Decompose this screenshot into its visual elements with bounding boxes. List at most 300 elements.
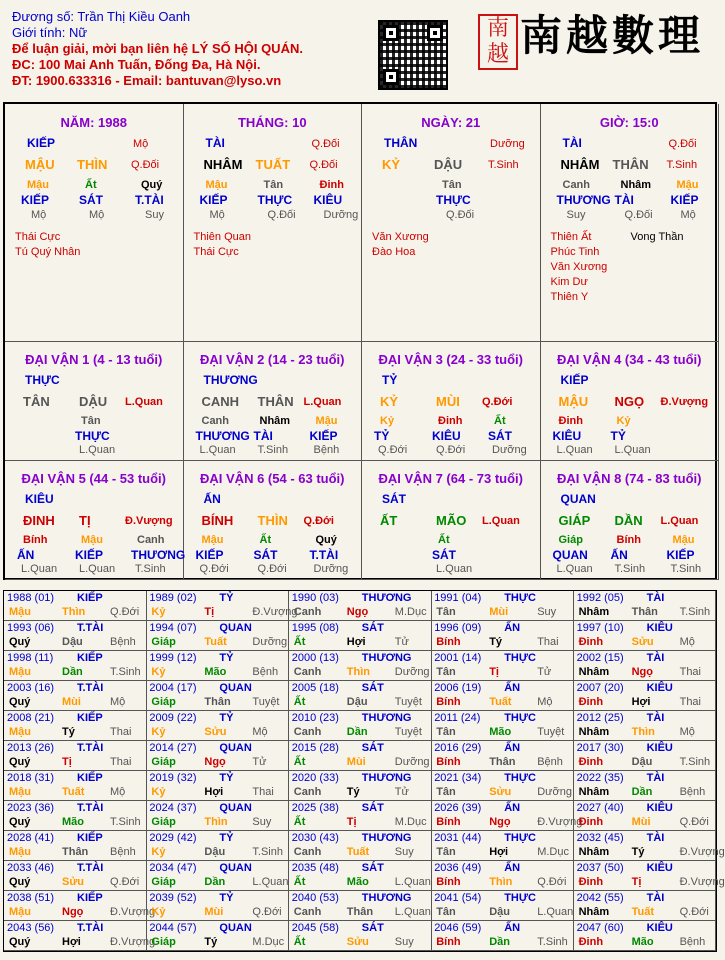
year-can: Bính [436, 876, 461, 888]
year-star: Dưỡng [252, 636, 288, 648]
year-label: 1997 (10) [576, 622, 624, 634]
hidden-can: Mậu [205, 179, 228, 191]
year-star: L.Quan [394, 876, 431, 888]
year-cell [146, 591, 298, 621]
auxiliary-star: Kim Dư [550, 276, 588, 288]
year-god: THỰC [504, 712, 536, 724]
pillars-grid [3, 102, 717, 580]
pillar-can-god: Q.Đối [309, 159, 338, 171]
year-star: T.Sinh [110, 666, 141, 678]
year-god: THỰC [504, 592, 536, 604]
year-cell [574, 651, 717, 681]
year-can: Đinh [578, 936, 604, 948]
year-can: Đinh [578, 816, 604, 828]
year-god: KIẾP [77, 892, 103, 904]
hidden-can: Nhâm [259, 415, 291, 427]
year-chi: Hợi [62, 936, 81, 948]
year-can: Mậu [9, 846, 31, 858]
dai-van-cell-3 [362, 342, 541, 461]
pillar-chi: TUẤT [255, 157, 291, 172]
dai-van-chi: TỊ [79, 513, 91, 528]
hidden-can: Mậu [201, 534, 224, 546]
year-label: 2029 (42) [149, 832, 197, 844]
year-god: TỶ [219, 832, 234, 844]
year-chi: Dần [204, 876, 226, 888]
dai-van-star: Q.Đới [303, 515, 334, 527]
year-star: Đ.Vượng [679, 876, 725, 888]
dai-van-title: ĐẠI VẬN 1 (4 - 13 tuổi) [25, 352, 163, 367]
hidden-god: THƯƠNG [556, 193, 611, 207]
hidden-god: KIẾP [670, 193, 699, 207]
hidden-god: QUAN [552, 548, 588, 562]
year-can: Quý [9, 936, 31, 948]
year-chi: Tý [204, 936, 218, 948]
pillar-can-god: Q.Đối [131, 159, 160, 171]
year-cell [4, 591, 147, 621]
year-star: Mộ [679, 726, 695, 738]
hidden-can: Canh [201, 415, 229, 427]
pillar-chi: THÂN [612, 157, 649, 172]
hidden-can: Mậu [27, 179, 49, 191]
auxiliary-star: Thái Cực [193, 246, 239, 258]
year-label: 2042 (55) [576, 892, 624, 904]
year-label: 2004 (17) [149, 682, 197, 694]
year-cell [574, 681, 717, 711]
year-label: 2020 (33) [291, 772, 339, 784]
year-cell [146, 861, 289, 891]
year-star: Thai [537, 636, 559, 648]
hidden-star: L.Quan [199, 444, 236, 456]
hidden-can: Mậu [672, 534, 695, 546]
year-can: Ất [293, 936, 306, 948]
year-label: 1993 (06) [7, 622, 55, 634]
year-cell [289, 741, 432, 771]
pillar-cell-3 [362, 104, 541, 342]
pillar-star: Q.Đối [311, 138, 340, 150]
year-god: TÀI [646, 892, 665, 904]
year-god: QUAN [219, 742, 252, 754]
year-can: Ất [293, 876, 306, 888]
hidden-god: THỰC [436, 193, 471, 207]
dai-van-cell-1 [5, 342, 184, 461]
auxiliary-star: Thái Cực [15, 231, 61, 243]
hidden-god: SÁT [432, 548, 456, 562]
year-chi: Hợi [489, 846, 509, 858]
year-label: 2032 (45) [576, 832, 624, 844]
hidden-can: Bính [23, 534, 48, 546]
year-cell [289, 891, 432, 921]
year-god: SÁT [361, 622, 384, 634]
year-god: KIẾP [77, 592, 103, 604]
header [12, 9, 303, 89]
contact-note: Để luận giải, mời bạn liên hệ LÝ SỐ HỘI QUÁN. [12, 41, 303, 56]
year-star: Q.Đới [110, 876, 140, 888]
year-label: 2001 (14) [434, 652, 482, 664]
hidden-can: Quý [315, 534, 337, 546]
year-label: 2041 (54) [434, 892, 482, 904]
hidden-can: Kỷ [616, 415, 631, 427]
phone-email: ĐT: 1900.633316 - Email: bantuvan@lyso.vn [12, 73, 282, 88]
year-chi: Tuất [631, 906, 654, 918]
year-cell [4, 681, 147, 711]
hidden-can: Đinh [558, 415, 583, 427]
dai-van-title: ĐẠI VẬN 6 (54 - 63 tuổi) [200, 471, 345, 486]
year-label: 1989 (02) [149, 592, 197, 604]
year-can: Ất [293, 756, 306, 768]
year-chi: Tị [62, 756, 72, 768]
year-cell [574, 921, 717, 951]
year-can: Bính [436, 756, 461, 768]
hidden-can: Ất [85, 179, 97, 191]
hidden-star: L.Quan [614, 444, 651, 456]
hidden-god: T.TÀI [309, 548, 339, 562]
year-chi: Thân [62, 846, 89, 858]
year-label: 1999 (12) [149, 652, 197, 664]
year-god: THỰC [504, 772, 536, 784]
year-god: QUAN [219, 682, 252, 694]
year-cell [146, 621, 289, 651]
year-cell [4, 651, 147, 681]
year-cell [146, 711, 289, 741]
yearly-table [3, 590, 725, 952]
year-can: Canh [293, 786, 322, 798]
year-god: ẤN [504, 922, 521, 934]
pillar-can-god: T.Sinh [666, 159, 698, 171]
auxiliary-star: Thiên Quan [193, 231, 251, 243]
year-can: Quý [9, 876, 31, 888]
pillar-title: NĂM: 1988 [60, 115, 127, 130]
pillar-title: THÁNG: 10 [237, 115, 307, 130]
year-star: Tử [394, 786, 409, 798]
year-star: Q.Đới [110, 606, 140, 618]
year-star: Mộ [110, 696, 126, 708]
year-cell [431, 741, 574, 771]
hidden-star: Suy [566, 209, 586, 221]
hidden-star: L.Quan [556, 563, 593, 575]
year-chi: Tuất [204, 636, 227, 648]
owner-label: Đương số: [12, 9, 75, 24]
year-god: KIẾP [77, 832, 103, 844]
year-can: Kỷ [151, 906, 166, 918]
year-label: 2021 (34) [434, 772, 482, 784]
hidden-star: L.Quan [79, 444, 116, 456]
year-chi: Hợi [346, 636, 366, 648]
year-god: THỰC [504, 652, 536, 664]
year-star: Đ.Vượng [110, 906, 156, 918]
year-cell [289, 591, 432, 621]
year-label: 1995 (08) [291, 622, 339, 634]
year-label: 2022 (35) [576, 772, 624, 784]
year-cell [574, 831, 725, 861]
hidden-can: Ất [494, 415, 506, 427]
dai-van-can: GIÁP [558, 513, 591, 528]
year-chi: Thân [631, 606, 658, 618]
year-star: Q.Đới [252, 906, 282, 918]
hidden-god: T.TÀI [135, 193, 164, 207]
year-star: Dưỡng [394, 666, 430, 678]
year-can: Nhâm [578, 666, 610, 678]
year-can: Kỷ [151, 786, 166, 798]
dai-van-title: ĐẠI VẬN 8 (74 - 83 tuổi) [557, 471, 702, 486]
year-god: KIẾP [77, 652, 103, 664]
year-can: Bính [436, 696, 461, 708]
year-cell [574, 741, 717, 771]
year-chi: Tuất [489, 696, 512, 708]
year-cell [289, 831, 432, 861]
year-star: Suy [394, 936, 414, 948]
year-can: Mậu [9, 666, 31, 678]
year-star: Mộ [679, 636, 695, 648]
year-chi: Thân [204, 696, 231, 708]
year-star: Tử [537, 666, 552, 678]
dai-van-title: ĐẠI VẬN 7 (64 - 73 tuổi) [378, 471, 523, 486]
year-label: 2002 (15) [576, 652, 624, 664]
hidden-god: SÁT [488, 429, 512, 443]
dai-van-god: THỰC [25, 373, 60, 387]
year-star: Thai [110, 756, 132, 768]
address: ĐC: 100 Mai Anh Tuấn, Đống Đa, Hà Nội. [12, 57, 261, 72]
hidden-star: T.Sinh [614, 563, 646, 575]
pillar-star: Q.Đối [668, 138, 697, 150]
year-cell [4, 711, 147, 741]
hidden-god: KIẾP [75, 548, 104, 562]
year-cell [431, 801, 583, 831]
year-label: 2034 (47) [149, 862, 197, 874]
owner-name: Trần Thị Kiều Oanh [77, 9, 191, 24]
dai-van-cell-8 [541, 461, 720, 580]
year-cell [431, 591, 574, 621]
dai-van-cell-5 [5, 461, 184, 580]
dai-van-god: THƯƠNG [203, 373, 258, 387]
year-god: KIÊU [646, 862, 673, 874]
year-cell [4, 891, 156, 921]
year-label: 2047 (60) [576, 922, 624, 934]
year-cell [289, 861, 432, 891]
hidden-god: THƯƠNG [195, 429, 250, 443]
year-cell [431, 891, 574, 921]
year-label: 2016 (29) [434, 742, 482, 754]
year-god: THƯƠNG [361, 712, 412, 724]
hidden-can: Đinh [319, 179, 344, 191]
year-label: 2018 (31) [7, 772, 55, 784]
dai-van-title: ĐẠI VẬN 4 (34 - 43 tuổi) [557, 352, 702, 367]
year-god: SÁT [361, 802, 384, 814]
year-god: THƯƠNG [361, 652, 412, 664]
year-god: QUAN [219, 922, 252, 934]
year-chi: Tị [631, 876, 642, 888]
year-label: 2005 (18) [291, 682, 339, 694]
pillar-cell-2 [184, 104, 363, 342]
year-cell [289, 621, 432, 651]
pillar-god: THÂN [384, 136, 418, 150]
dai-van-can: KỶ [380, 394, 399, 409]
year-star: Đ.Vượng [537, 816, 583, 828]
dai-van-god: KIẾP [560, 373, 589, 387]
auxiliary-star: Văn Xương [372, 231, 429, 243]
year-star: Suy [394, 846, 414, 858]
hidden-can: Tân [263, 179, 284, 191]
year-cell [146, 771, 289, 801]
year-chi: Ngọ [631, 666, 653, 678]
year-cell [431, 771, 574, 801]
year-label: 1992 (05) [576, 592, 624, 604]
year-chi: Thìn [346, 666, 371, 678]
hidden-can: Bính [616, 534, 641, 546]
year-label: 2035 (48) [291, 862, 339, 874]
year-star: Bệnh [110, 636, 136, 648]
auxiliary-star: Đào Hoa [372, 246, 416, 258]
hidden-god: KIẾP [195, 548, 224, 562]
year-label: 1994 (07) [149, 622, 197, 634]
year-god: SÁT [361, 922, 384, 934]
hidden-god: TÀI [614, 193, 634, 207]
year-label: 2039 (52) [149, 892, 197, 904]
year-star: Thai [110, 726, 132, 738]
hidden-can: Canh [137, 534, 165, 546]
hidden-star: Dưỡng [323, 209, 359, 221]
year-star: T.Sinh [537, 936, 568, 948]
year-chi: Thìn [489, 876, 513, 888]
year-cell [431, 681, 574, 711]
year-label: 2019 (32) [149, 772, 197, 784]
year-label: 2024 (37) [149, 802, 197, 814]
pillar-god: KIẾP [27, 136, 56, 150]
pillar-cell-1 [5, 104, 184, 342]
brand-logo-text: 南越數理 [520, 11, 705, 60]
auxiliary-star: Tú Quý Nhân [15, 246, 81, 258]
year-chi: Thìn [62, 606, 86, 618]
year-star: T.Sinh [252, 846, 283, 858]
year-star: Đ.Vượng [110, 936, 156, 948]
dai-van-chi: THÂN [257, 394, 294, 409]
year-label: 2007 (20) [576, 682, 624, 694]
pillar-title: GIỜ: 15:0 [599, 115, 659, 130]
dai-van-title: ĐẠI VẬN 2 (14 - 23 tuổi) [200, 352, 345, 367]
hidden-god: SÁT [253, 548, 278, 562]
year-star: Bệnh [110, 846, 136, 858]
year-star: Đ.Vượng [679, 846, 725, 858]
pillar-can: NHÂM [560, 157, 600, 172]
year-star: Tử [394, 636, 409, 648]
year-cell [289, 801, 432, 831]
year-can: Quý [9, 756, 31, 768]
dai-van-can: CANH [201, 394, 240, 409]
year-cell [431, 831, 574, 861]
pillar-can-god: T.Sinh [488, 159, 519, 171]
dai-van-cell-2 [184, 342, 363, 461]
year-can: Đinh [578, 696, 604, 708]
hidden-star: Q.Đối [446, 209, 475, 221]
dai-van-god: ẤN [203, 492, 221, 506]
year-can: Ất [293, 696, 306, 708]
year-can: Canh [293, 846, 322, 858]
year-chi: Thìn [204, 816, 228, 828]
gender-label: Giới tính: [12, 25, 66, 40]
year-can: Ất [293, 636, 306, 648]
year-label: 1988 (01) [7, 592, 55, 604]
pillar-chi: THÌN [77, 157, 108, 172]
year-label: 1996 (09) [434, 622, 482, 634]
year-cell [146, 681, 289, 711]
year-label: 2028 (41) [7, 832, 55, 844]
hidden-god: ẤN [610, 548, 628, 562]
hidden-can: Mậu [676, 179, 699, 191]
year-cell [146, 831, 289, 861]
hidden-star: Q.Đối [267, 209, 296, 221]
dai-van-can: ĐINH [23, 513, 55, 528]
year-can: Ất [293, 816, 306, 828]
year-god: SÁT [361, 862, 384, 874]
year-star: Tuyệt [394, 726, 422, 738]
year-can: Bính [436, 636, 461, 648]
year-chi: Hợi [631, 696, 651, 708]
year-label: 2017 (30) [576, 742, 624, 754]
year-god: QUAN [219, 802, 252, 814]
year-cell [431, 861, 574, 891]
pillar-star: Dưỡng [490, 138, 525, 150]
year-god: TỶ [219, 892, 234, 904]
hidden-can: Quý [141, 179, 163, 191]
year-god: KIÊU [646, 622, 673, 634]
year-god: KIÊU [646, 742, 673, 754]
year-god: SÁT [361, 682, 384, 694]
year-cell [4, 801, 147, 831]
year-can: Giáp [151, 696, 176, 708]
hidden-can: Mậu [81, 534, 103, 546]
year-label: 2044 (57) [149, 922, 197, 934]
year-star: Mộ [110, 786, 126, 798]
year-chi: Mùi [489, 606, 509, 618]
hidden-god: KIẾP [199, 193, 228, 207]
year-chi: Dần [489, 936, 510, 948]
year-star: Bệnh [252, 666, 279, 678]
year-star: Tuyệt [252, 696, 280, 708]
year-cell [574, 711, 717, 741]
year-cell [574, 591, 717, 621]
year-star: Thai [252, 786, 274, 798]
hidden-can: Canh [562, 179, 590, 191]
year-cell [431, 651, 574, 681]
year-star: L.Quan [394, 906, 431, 918]
dai-van-god: SÁT [382, 492, 406, 506]
year-can: Giáp [151, 936, 176, 948]
year-can: Kỷ [151, 606, 166, 618]
year-can: Tân [436, 786, 456, 798]
year-chi: Dậu [631, 756, 653, 768]
year-can: Mậu [9, 606, 31, 618]
year-label: 1990 (03) [291, 592, 339, 604]
year-chi: Dần [62, 666, 83, 678]
year-god: T.TÀI [77, 742, 104, 754]
year-can: Tân [436, 906, 456, 918]
year-god: TÀI [646, 832, 665, 844]
year-label: 2012 (25) [576, 712, 624, 724]
dai-van-cell-7 [362, 461, 541, 580]
year-label: 2026 (39) [434, 802, 482, 814]
year-chi: Mão [204, 666, 227, 678]
dai-van-star: L.Quan [303, 396, 342, 408]
year-chi: Tý [489, 636, 503, 648]
year-can: Nhâm [578, 726, 610, 738]
year-can: Giáp [151, 636, 176, 648]
year-star: L.Quan [252, 876, 289, 888]
dai-van-star: Q.Đới [482, 396, 513, 408]
hidden-can: Ất [259, 534, 272, 546]
hidden-god: THƯƠNG [131, 548, 186, 562]
year-can: Giáp [151, 876, 176, 888]
year-can: Đinh [578, 756, 604, 768]
year-can: Giáp [151, 756, 176, 768]
